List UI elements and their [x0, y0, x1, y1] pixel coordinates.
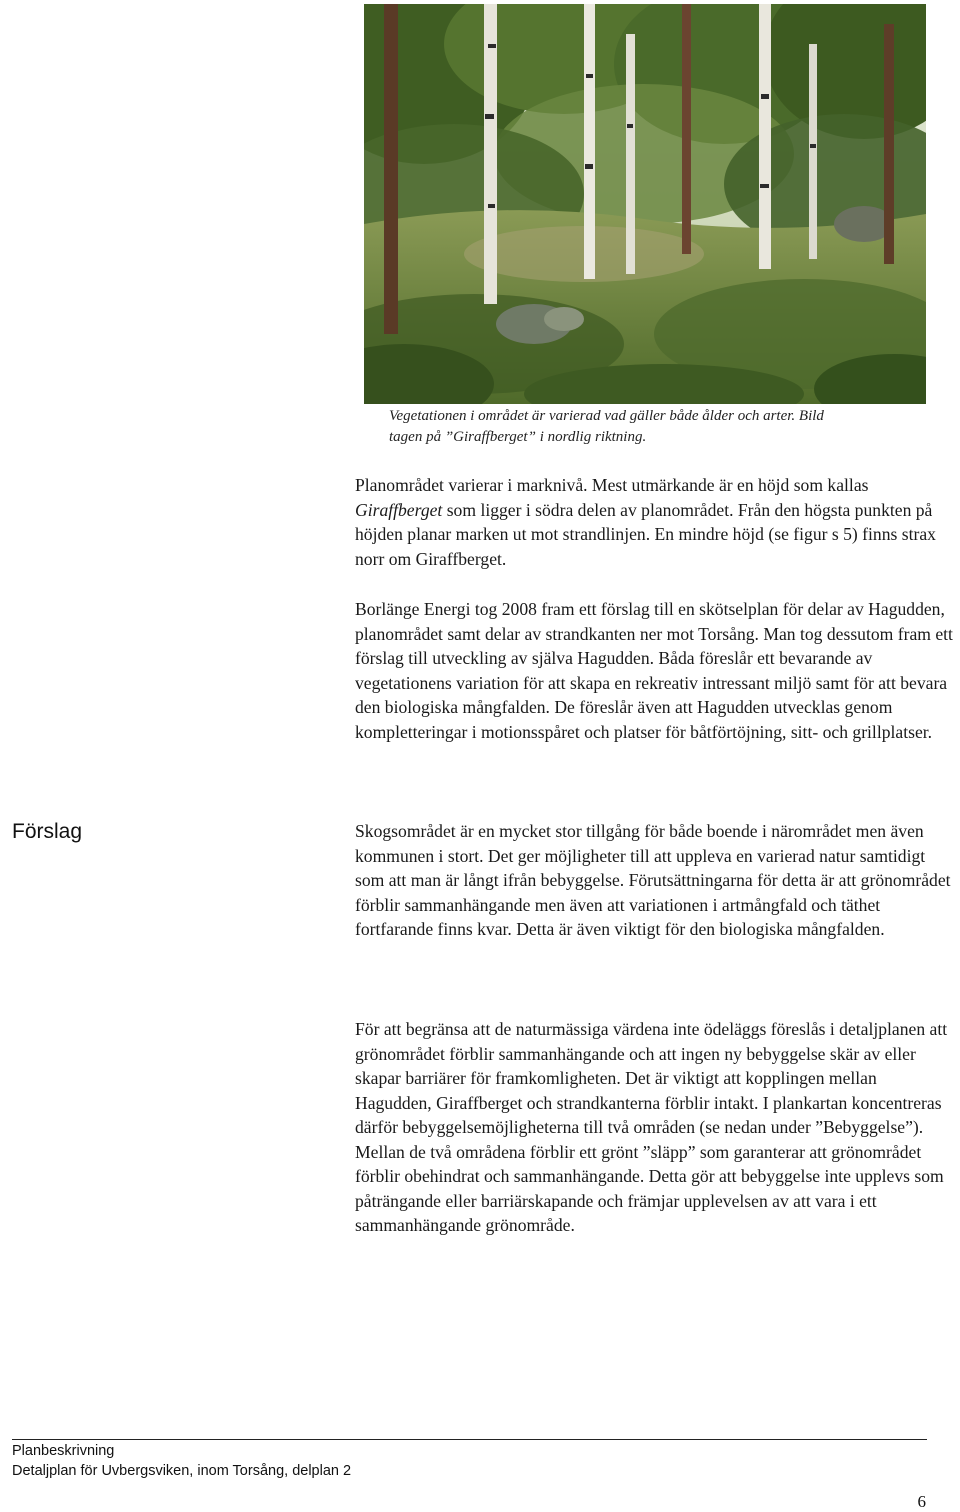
footer-plan-title: Detaljplan för Uvbergsviken, inom Torsång, delplan 2	[12, 1463, 352, 1479]
caption-line-1: Vegetationen i området är varierad vad gäller både ålder och arter. Bild	[389, 408, 824, 424]
section-heading-forslag: Förslag	[12, 820, 83, 843]
photo-caption	[389, 406, 929, 448]
paragraph-borlange-energi: Borlänge Energi tog 2008 fram ett förslag till en skötselplan för delar av Hagudden, planområdet samt delar av strandkanten ner mot Torsång. Man tog dessutom fram ett förslag till utveckling av själva Hagudden. Båda föreslår ett bevarande av vegetationens variation för att skapa en rekreativ intressant miljö samt för att bevara den biologiska mångfalden. De föreslår även att Hagudden utvecklas genom kompletteringar i motionsspåret och platser för båtförtöjning, sitt- och grillplatser.	[355, 599, 953, 742]
paragraph-terrain-end: som ligger i södra delen av planområdet. Från den högsta punkten på höjden planar marken ut mot strandlinjen. En mindre höjd (se figur s 5) finns strax norr om Giraffberget.	[355, 499, 936, 569]
caption-line-2: tagen på ”Giraffberget” i nordlig riktning.	[389, 429, 647, 445]
paragraph-terrain	[355, 473, 957, 571]
paragraph-terrain-start: Planområdet varierar i marknivå. Mest utmärkande är en höjd som kallas	[355, 475, 869, 495]
footer-document-type: Planbeskrivning	[12, 1443, 115, 1459]
place-name-giraffberget: Giraffberget	[355, 499, 443, 520]
forest-photo	[364, 4, 926, 404]
paragraph-proposal: För att begränsa att de naturmässiga värdena inte ödeläggs föreslås i detaljplanen att grönområdet förblir sammanhängande och att ingen ny bebyggelse skär av eller skapar barriärer för framkomligheten. Det är viktigt att kopplingen mellan Hagudden, Giraffberget och strandkanterna förblir intakt. I plankartan koncentreras därför bebyggelsemöjligheterna till två områden (se nedan under ”Bebyggelse”). Mellan de två områdena förblir ett grönt ”släpp” som garanterar att grönområdet förblir obehindrat och sammanhängande. Detta gör att bebyggelse inte upplevs som påträngande eller barriärskapande och främjar upplevelsen av att vara i ett sammanhängande grönområde.	[355, 1019, 948, 1235]
footer-divider	[12, 1439, 927, 1440]
forest-photo-icon	[364, 4, 926, 404]
page-footer	[12, 1441, 351, 1481]
page-number: 6	[917, 1492, 926, 1511]
paragraph-forest-resource: Skogsområdet är en mycket stor tillgång för både boende i närområdet men även kommunen i stort. Det ger möjligheter till att uppleva en varierad natur samtidigt som att man är långt ifrån bebyggelse. Förutsättningarna för detta är att grönområdet förblir sammanhängande men även att variationen i artmångfald och täthet fortfarande finns kvar. Detta är även viktigt för den biologiska mångfalden.	[355, 821, 951, 939]
